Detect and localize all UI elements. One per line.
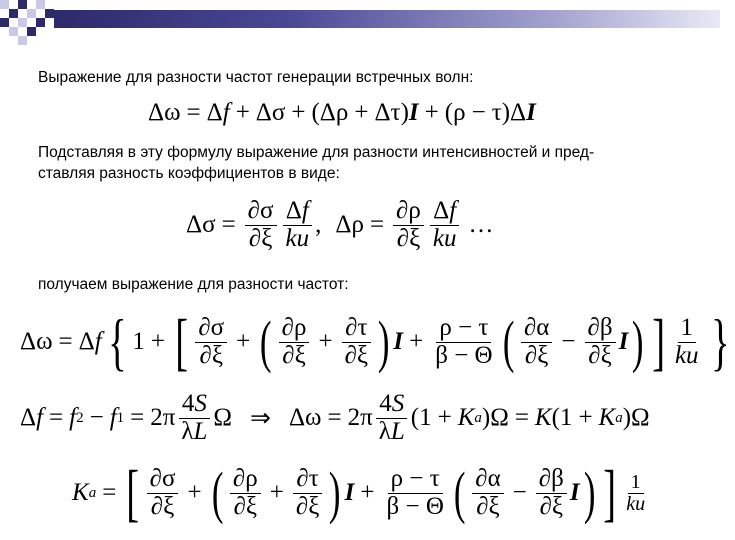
substitution-text-line2: ставляя разность коэффициентов в виде: xyxy=(38,165,340,182)
formula-sagnac-frequency: Δ f = f 2 − f 1 = 2π $\frac{4S}{\lambda L}$ Ω ⇒ Δω = 2π $\frac{4S}{\lambda L}$ (1 + K a )Ω = K (1 + K a )Ω xyxy=(20,390,650,445)
result-text: получаем выражение для разности частот: xyxy=(38,276,349,293)
formula-scale-factor-correction: K a = [ $\frac{\partial\sigma}{\partial\xi}$ + ( $\frac{\partial\rho}{\partial\xi}$ + $\frac{\partial\tau}{\partial\xi}$ ) I + $\frac{\rho - \tau}{\beta - \Theta}$ ( $\frac{\partial\alpha}{\partial\xi}$ − $\frac{\partial\beta}{\partial\xi}$ I ) ] $\frac{1}{ku}$ xyxy=(72,457,646,528)
header-banner xyxy=(54,10,720,28)
formula-coefficient-differences: Δσ = $\frac{\partial\sigma}{\partial\xi}$ $\frac{\Delta f}{ku}$ , Δρ = $\frac{\partial\rho}{\partial\xi}$ $\frac{\Delta f}{ku}$ … xyxy=(186,197,494,252)
header-checker-decoration xyxy=(0,0,54,46)
substitution-text-line1: Подставляя в эту формулу выражение для разности интенсивностей и пред- xyxy=(38,144,595,161)
formula-frequency-difference: Δω = Δ f + Δσ + (Δρ + Δτ) I + (ρ − τ)Δ I xyxy=(148,99,536,126)
intro-text: Выражение для разности частот генерации встречных волн: xyxy=(38,69,474,86)
formula-frequency-difference-expanded: Δω = Δ f { 1 + [ $\frac{\partial\sigma}{\partial\xi}$ + ( $\frac{\partial\rho}{\partial\xi}$ + $\frac{\partial\tau}{\partial\xi}$ ) I + $\frac{\rho - \tau}{\beta - \Theta}$ ( $\frac{\partial\alpha}{\partial\xi}$ − $\frac{\partial\beta}{\partial\xi}$ I ) ] $\frac{1}{ku}$ } xyxy=(20,306,730,377)
